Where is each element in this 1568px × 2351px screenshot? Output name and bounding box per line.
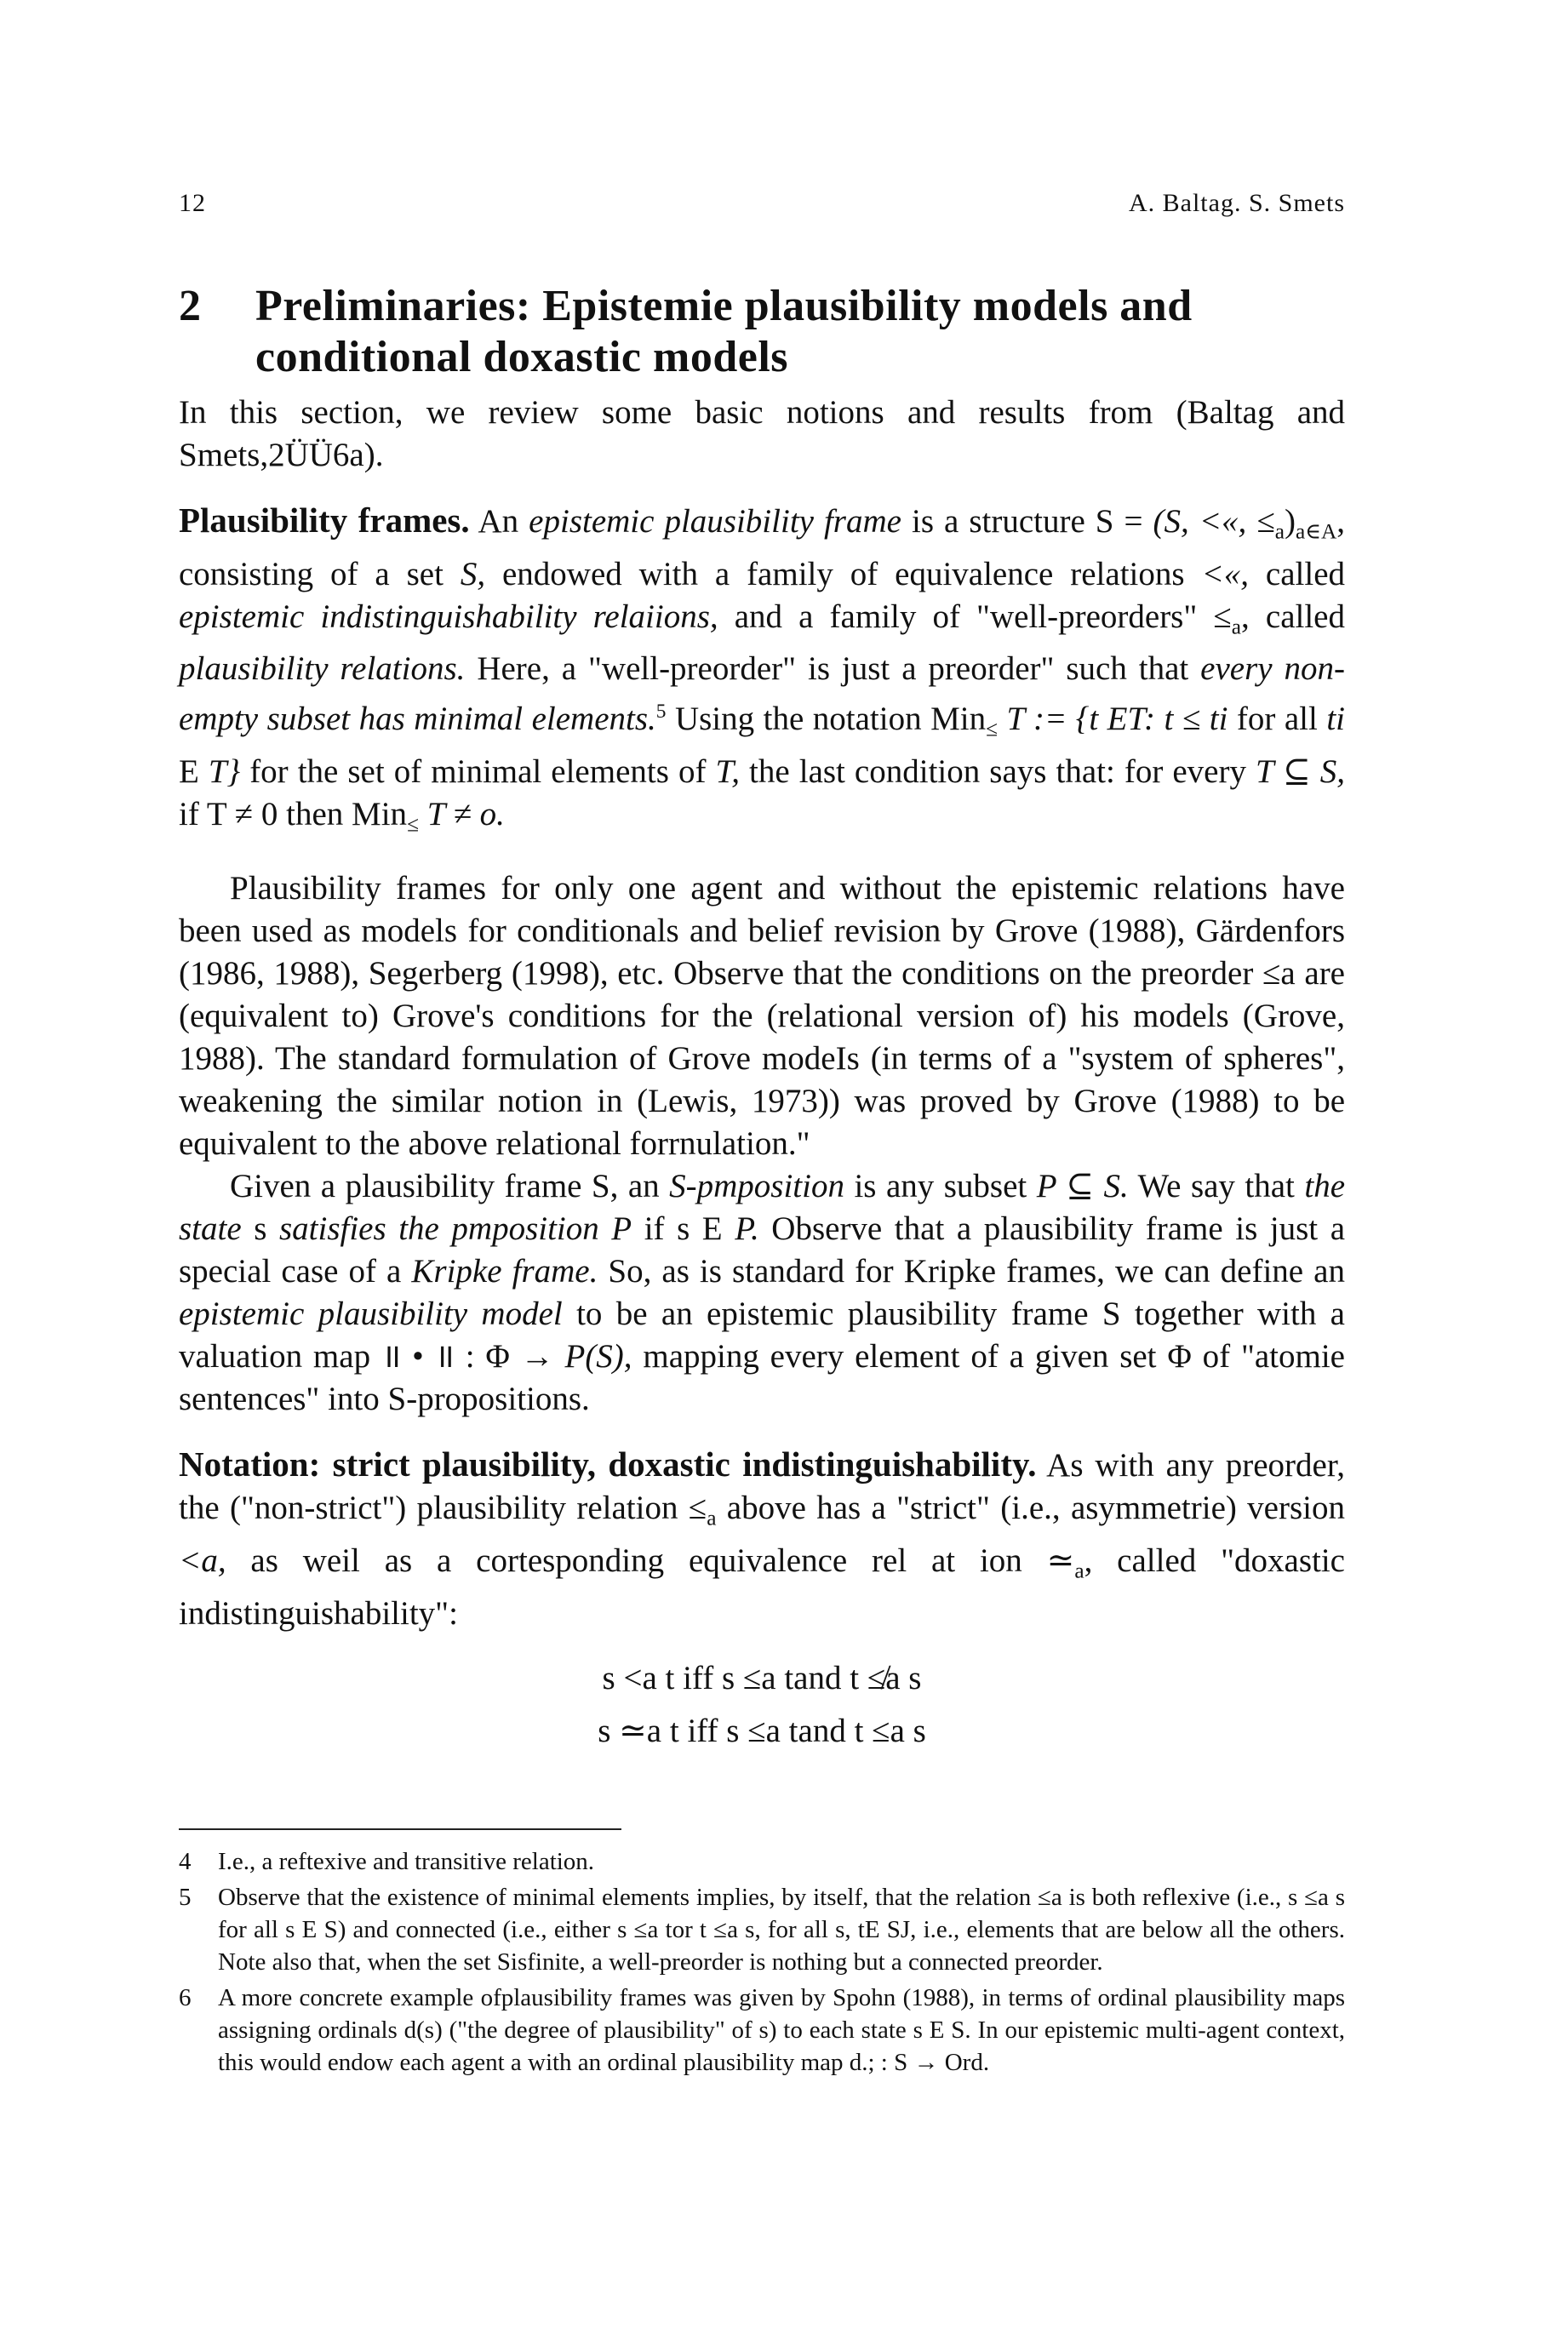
footnote-text: Observe that the existence of minimal elements implies, by itself, that the relation ≤a is both reflexive (i.e., s ≤a s for all s E S) and connected (i.e., either s ≤a tor t ≤a s, for all s, tE SJ, i.e., elements that are below all the others. Note also that, when the set Sisfinite, a well-preorder is nothing but a connected preorder. (218, 1884, 1345, 1976)
term: every non-empty subset has minimal elements. (179, 650, 1345, 738)
propositions-paragraph: Given a plausibility frame S, an S-pmposition is any subset P ⊆ S. We say that the state s satisfies the pmposition P if s E P. Observe that a plausibility frame is just a special case of a Kripke frame. So, as is standard for Kripke frames, we can define an epistemic plausibility model to be an epistemic plausibility frame S together with a valuation map ॥ • ॥ : Φ → P(S), mapping every element of a given set Φ of "atomie sentences" into S-propositions. (179, 1168, 1346, 1418)
history-paragraph: Plausibility frames for only one agent and without the epistemic relations have been used as models for conditionals and belief revision by Grove (1988), Gärdenfors (1986, 1988), Segerberg (1998), etc. Observe that the conditions on the preorder ≤a are (equivalent to) Grove's conditions for the (relational version of) his models (Grove, 1988). The standard formulation of Grove modeIs (in terms of a "system of spheres", weakening the similar notion in (Lewis, 1973)) was proved by Grove (1988) to be equivalent to the above relational forrnulation." (179, 870, 1345, 1163)
notation-paragraph: Notation: strict plausibility, doxastic indistinguishability. As with any preorder, the ("non-strict") plausibility relation $\le_a$ above has a "strict" (i.e., asymmetrie) version <a, as weil as a cortesponding equivalence rel at ion $≃_a$, called "doxastic indistinguishability": (179, 1444, 1346, 1632)
run-in-heading: Notation: strict plausibility, doxastic indistinguishability. (179, 1444, 1037, 1484)
page-number: 12 (179, 189, 206, 217)
footnotes (179, 1845, 1345, 2082)
run-in-heading: Plausibility frames. (179, 501, 470, 540)
term: epistemic indistinguishability relaiions, (179, 598, 718, 635)
term: S-pmposition (669, 1168, 844, 1205)
running-head-authors: A. Baltag. S. Smets (1128, 189, 1345, 217)
footnote-rule (179, 1828, 621, 1830)
running-header (179, 189, 1345, 232)
display-equations (179, 1652, 1345, 1758)
math: (S, <«, ≤ (1153, 503, 1275, 540)
footnote (179, 1881, 1345, 1978)
footnote (179, 1982, 1345, 2079)
plausibility-frames-paragraph: Plausibility frames. An epistemic plausibility frame is a structure S = (S, <«, $\le_a)_{a\in A}$, consisting of a set S, endowed with a family of equivalence relations <«, called epistemic indistinguishability relaiions, and a family of "well-preorders" $\le_a$, called plausibility relations. Here, a "well-preorder" is just a preorder" such that every non-empty subset has minimal elements.$^5$ Using the notation Min$_\le$ T := {t ET: t ≤ ti for all ti E T} for the set of minimal elements of T, the last condition says that: for every T ⊆ S, if T ≠ 0 then Min$_\le$ T ≠ o. (179, 501, 1346, 837)
section-title: Preliminaries: Epistemie plausibility models and conditional doxastic models (255, 282, 1193, 381)
equation-equivalence: s ≃a t iff s ≤a tand t ≤a s (598, 1712, 926, 1749)
footnote-ref: 5 (655, 701, 667, 724)
footnote (179, 1845, 1345, 1878)
footnote-mark: 5 (179, 1884, 192, 1911)
term: plausibility relations. (179, 650, 466, 688)
footnote-mark: 4 (179, 1848, 192, 1875)
term: Kripke frame. (411, 1253, 598, 1290)
page (179, 0, 1345, 2351)
footnote-mark: 6 (179, 1984, 192, 2011)
main-text (179, 392, 1345, 1758)
intro-paragraph: In this section, we review some basic notions and results from (Baltag and Smets,2ÜÜ6a). (179, 394, 1345, 473)
term: epistemic plausibility model (179, 1296, 563, 1333)
equation-strict: s <a t iff s ≤a tand t ≰a s (602, 1659, 922, 1696)
term: epistemic plausibility frame (529, 503, 901, 540)
footnote-text: I.e., a reftexive and transitive relation. (218, 1848, 595, 1875)
section-heading (179, 281, 1345, 383)
section-number: 2 (179, 282, 202, 330)
footnote-text: A more concrete example ofplausibility frames was given by Spohn (1988), in terms of ordinal plausibility maps assigning ordinals d(s) ("the degree of plausibility" of s) to each state s E S. In our epistemic multi-agent context, this would endow each agent a with an ordinal plausibility map d.; : S → Ord. (218, 1984, 1345, 2076)
